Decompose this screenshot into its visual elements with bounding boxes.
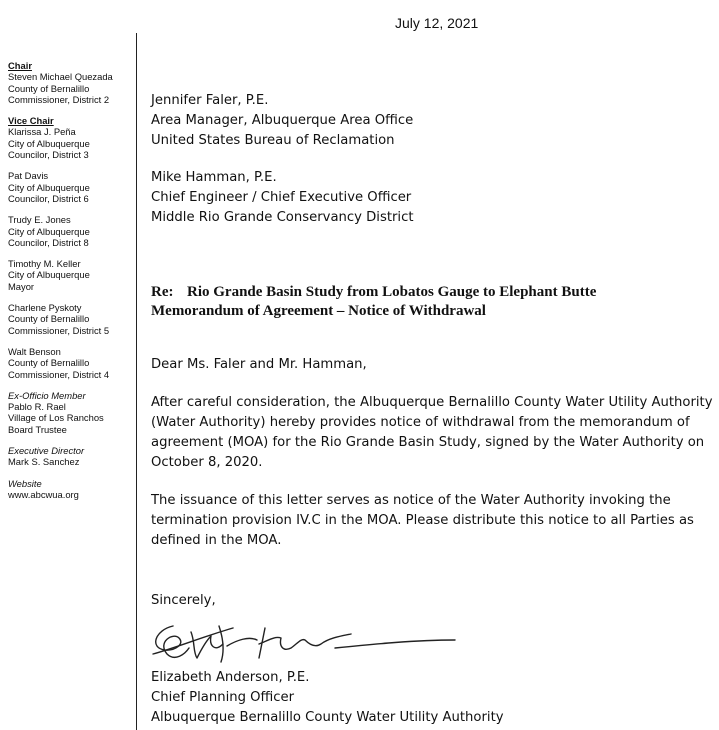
letter-date: July 12, 2021 [395,15,479,31]
sidebar-member [8,214,134,248]
body-line: The issuance of this letter serves as notice of the Water Authority invoking the [151,493,671,508]
executive-director-name: Mark S. Sanchez [8,456,80,468]
body-paragraph [151,491,719,551]
member-line: Timothy M. Keller [8,258,81,270]
subject-subtitle: Memorandum of Agreement – Notice of Withdrawal [151,303,486,319]
member-line: Councilor, District 8 [8,236,89,248]
website-heading: Website [8,477,42,489]
member-line: Charlene Pyskoty [8,302,82,314]
sidebar-chair [8,60,134,105]
subject-title: Rio Grande Basin Study from Lobatos Gauge to Elephant Butte [187,284,597,300]
sidebar-divider [136,33,137,730]
member-line: City of Albuquerque [8,181,90,193]
body-line: After careful consideration, the Albuquerque Bernalillo County Water Utility Authority [151,395,713,410]
chair-line: County of Bernalillo [8,82,90,94]
body-line: October 8, 2020. [151,455,263,470]
signer-organization: Albuquerque Bernalillo County Water Utility Authority [151,710,504,725]
subject-label: Re: [151,284,174,300]
vice-chair-line: City of Albuquerque [8,137,90,149]
handwritten-signature [145,618,465,668]
vice-chair-line: Councilor, District 3 [8,149,89,161]
member-line: Councilor, District 6 [8,192,89,204]
signer-block [151,668,719,728]
body-line: (Water Authority) hereby provides notice of withdrawal from the memorandum of [151,415,690,430]
sidebar-vice-chair [8,115,134,160]
member-line: Mayor [8,280,35,292]
member-line: Commissioner, District 4 [8,368,110,380]
member-line: Commissioner, District 5 [8,324,110,336]
recipient-block [151,91,413,151]
signer-name: Elizabeth Anderson, P.E. [151,670,310,685]
sidebar-member [8,302,134,336]
recipient-line: Chief Engineer / Chief Executive Officer [151,190,412,205]
closing: Sincerely, [151,593,216,608]
ex-officio-heading: Ex-Officio Member [8,389,86,401]
recipient-line: Area Manager, Albuquerque Area Office [151,113,414,128]
subject-line [151,283,596,321]
ex-officio-line: Village of Los Ranchos [8,412,104,424]
ex-officio-line: Pablo R. Rael [8,401,66,413]
recipient-line: United States Bureau of Reclamation [151,133,395,148]
sidebar-board-list [8,60,134,510]
sidebar-member [8,170,134,204]
recipient-block [151,168,414,228]
recipient-line: Mike Hamman, P.E. [151,170,277,185]
sidebar-member [8,258,134,292]
ex-officio-line: Board Trustee [8,423,67,435]
sidebar-executive-director [8,445,134,468]
vice-chair-line: Klarissa J. Peña [8,126,76,138]
member-line: County of Bernalillo [8,313,90,325]
recipient-line: Jennifer Faler, P.E. [151,93,269,108]
chair-line: Commissioner, District 2 [8,93,110,105]
chair-heading: Chair [8,60,32,71]
sidebar-ex-officio [8,390,134,435]
body-paragraph [151,393,719,473]
website-url: www.abcwua.org [8,488,79,500]
salutation: Dear Ms. Faler and Mr. Hamman, [151,357,367,372]
sidebar-member [8,346,134,380]
signer-title: Chief Planning Officer [151,690,295,705]
sidebar-website [8,478,134,501]
chair-line: Steven Michael Quezada [8,71,113,83]
member-line: City of Albuquerque [8,269,90,281]
vice-chair-heading: Vice Chair [8,115,54,127]
recipient-line: Middle Rio Grande Conservancy District [151,210,414,225]
member-line: County of Bernalillo [8,357,90,369]
executive-director-heading: Executive Director [8,445,85,457]
member-line: City of Albuquerque [8,225,90,237]
member-line: Walt Benson [8,345,61,357]
body-line: defined in the MOA. [151,533,282,548]
body-line: termination provision IV.C in the MOA. Please distribute this notice to all Parties as [151,513,694,528]
body-line: agreement (MOA) for the Rio Grande Basin Study, signed by the Water Authority on [151,435,705,450]
member-line: Pat Davis [8,170,49,182]
member-line: Trudy E. Jones [8,214,71,226]
